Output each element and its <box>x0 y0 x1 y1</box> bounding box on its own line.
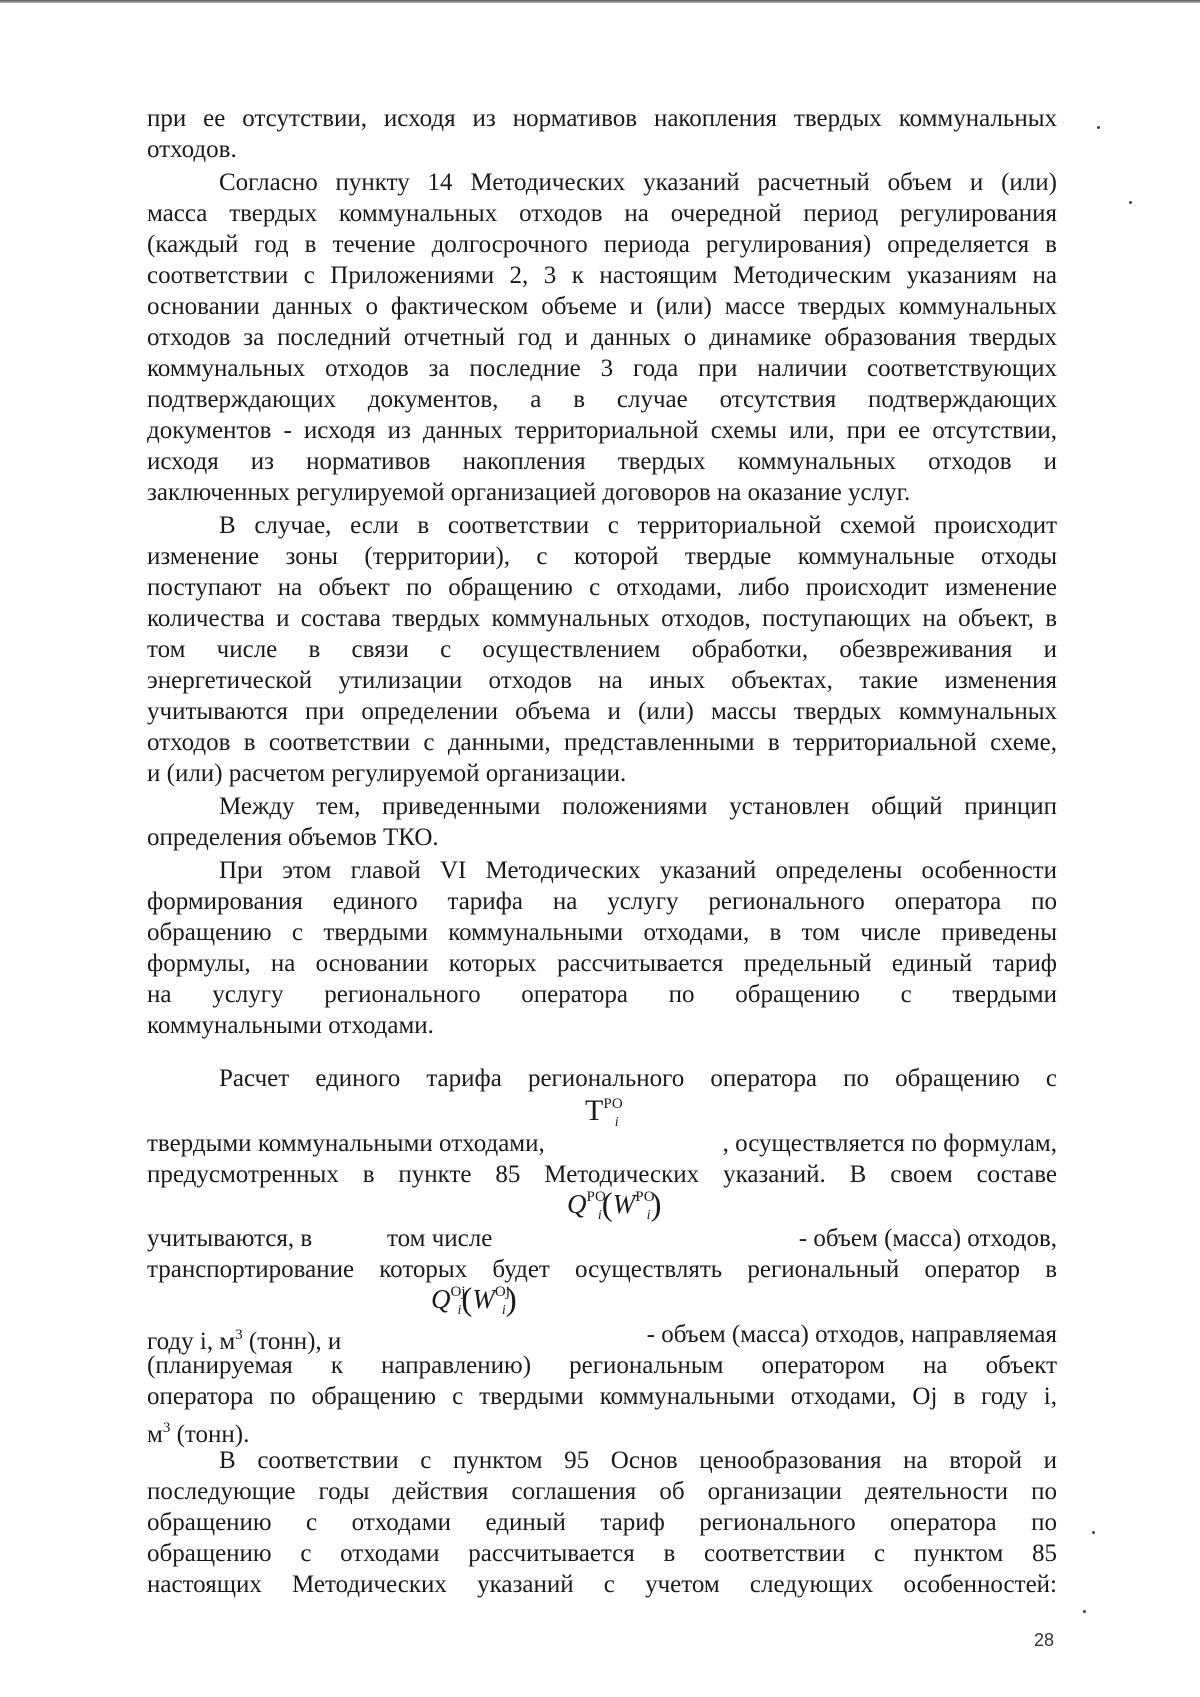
text-line: отходов. <box>147 136 237 163</box>
text-line: , осуществляется по формулам, <box>722 1130 1057 1157</box>
text-line: отходов в соответствии с данными, представленными в территориальной схеме, <box>147 729 1057 756</box>
text-line: изменение зоны (территории), с которой твердые коммунальные отходы <box>147 543 1057 570</box>
text-line: количества и состава твердых коммунальных отходов, поступающих на объект, в <box>147 605 1057 632</box>
text-line: исходя из нормативов накопления твердых коммунальных отходов и <box>147 448 1057 475</box>
text-line: на услугу регионального оператора по обращению с твердыми <box>147 981 1057 1008</box>
text-line: заключенных регулируемой организацией договоров на оказание услуг. <box>147 479 911 506</box>
text-line: определения объемов ТКО. <box>147 824 439 851</box>
text-line: оператора по обращению с твердыми коммунальными отходами, Oj в году i, <box>147 1383 1057 1410</box>
text-line: - объем (масса) отходов, направляемая <box>646 1321 1057 1348</box>
volume-formula-Q-ro: $Q^{РО}_i(W^{РО}_i)$ <box>567 1187 662 1223</box>
text-line: (планируемая к направлению) региональным оператором на объект <box>147 1352 1057 1379</box>
text-line: обращению с отходами единый тариф регионального оператора по <box>147 1509 1057 1536</box>
scan-top-edge <box>0 0 1200 3</box>
text-line: основании данных о фактическом объеме и (или) массе твердых коммунальных <box>147 293 1057 320</box>
text-line: формулы, на основании которых рассчитывается предельный единый тариф <box>147 950 1057 977</box>
text-line: и (или) расчетом регулируемой организации. <box>147 760 627 787</box>
text-line: коммунальными отходами. <box>147 1012 434 1039</box>
paragraph-start-line: Между тем, приведенными положениями установлен общий принцип <box>219 793 1057 820</box>
text-line: подтверждающих документов, а в случае отсутствия подтверждающих <box>147 386 1057 413</box>
text-line: учитываются при определении объема и (или) массы твердых коммунальных <box>147 698 1057 725</box>
tariff-formula-T: $T^{РО}_i$ <box>585 1094 623 1130</box>
scan-speck <box>1097 126 1100 129</box>
paragraph-start-line: Согласно пункту 14 Методических указаний расчетный объем и (или) <box>219 169 1057 196</box>
text-line: том числе <box>387 1225 493 1252</box>
text-line: транспортирование которых будет осуществлять региональный оператор в <box>147 1256 1057 1283</box>
text-line: соответствии с Приложениями 2, 3 к настоящим Методическим указаниям на <box>147 262 1057 289</box>
paragraph-start-line: В случае, если в соответствии с территориальной схемой происходит <box>219 512 1057 539</box>
text-line: последующие годы действия соглашения об организации деятельности по <box>147 1478 1057 1505</box>
text-line: при ее отсутствии, исходя из нормативов накопления твердых коммунальных <box>147 105 1057 132</box>
paragraph-start-line: При этом главой VI Методических указаний определены особенности <box>219 857 1057 884</box>
text-line: твердыми коммунальными отходами, <box>147 1130 545 1157</box>
text-line: году i, $м^3$ (тонн), и <box>147 1327 342 1355</box>
text-line: обращению с отходами рассчитывается в соответствии с пунктом 85 <box>147 1540 1057 1567</box>
paragraph-start-line: Расчет единого тарифа регионального оператора по обращению с <box>219 1065 1057 1092</box>
text-line: формирования единого тарифа на услугу регионального оператора по <box>147 888 1057 915</box>
text-line: документов - исходя из данных территориальной схемы или, при ее отсутствии, <box>147 417 1057 444</box>
scan-speck <box>1129 201 1132 204</box>
text-line: - объем (масса) отходов, <box>798 1225 1057 1252</box>
text-line: $м^3$ (тонн). <box>147 1420 250 1448</box>
scan-speck <box>1092 1531 1095 1534</box>
text-line: (каждый год в течение долгосрочного периода регулирования) определяется в <box>147 231 1057 258</box>
paragraph-start-line: В соответствии с пунктом 95 Основ ценообразования на второй и <box>219 1447 1057 1474</box>
page-number: 28 <box>1034 1630 1055 1650</box>
text-line: отходов за последний отчетный год и данных о динамике образования твердых <box>147 324 1057 351</box>
text-line: учитываются, в <box>147 1225 313 1252</box>
text-line: настоящих Методических указаний с учетом следующих особенностей: <box>147 1571 1057 1598</box>
text-line: масса твердых коммунальных отходов на очередной период регулирования <box>147 200 1057 227</box>
text-line: коммунальных отходов за последние 3 года при наличии соответствующих <box>147 355 1057 382</box>
text-line: том числе в связи с осуществлением обработки, обезвреживания и <box>147 636 1057 663</box>
scan-speck <box>1083 1610 1086 1613</box>
text-line: предусмотренных в пункте 85 Методических указаний. В своем составе <box>147 1161 1057 1188</box>
volume-formula-Q-oj: $Q^{Oj}_i(W^{Oj}_i)$ <box>431 1282 517 1318</box>
text-line: обращению с твердыми коммунальными отходами, в том числе приведены <box>147 919 1057 946</box>
text-line: поступают на объект по обращению с отходами, либо происходит изменение <box>147 574 1057 601</box>
text-line: энергетической утилизации отходов на иных объектах, такие изменения <box>147 667 1057 694</box>
